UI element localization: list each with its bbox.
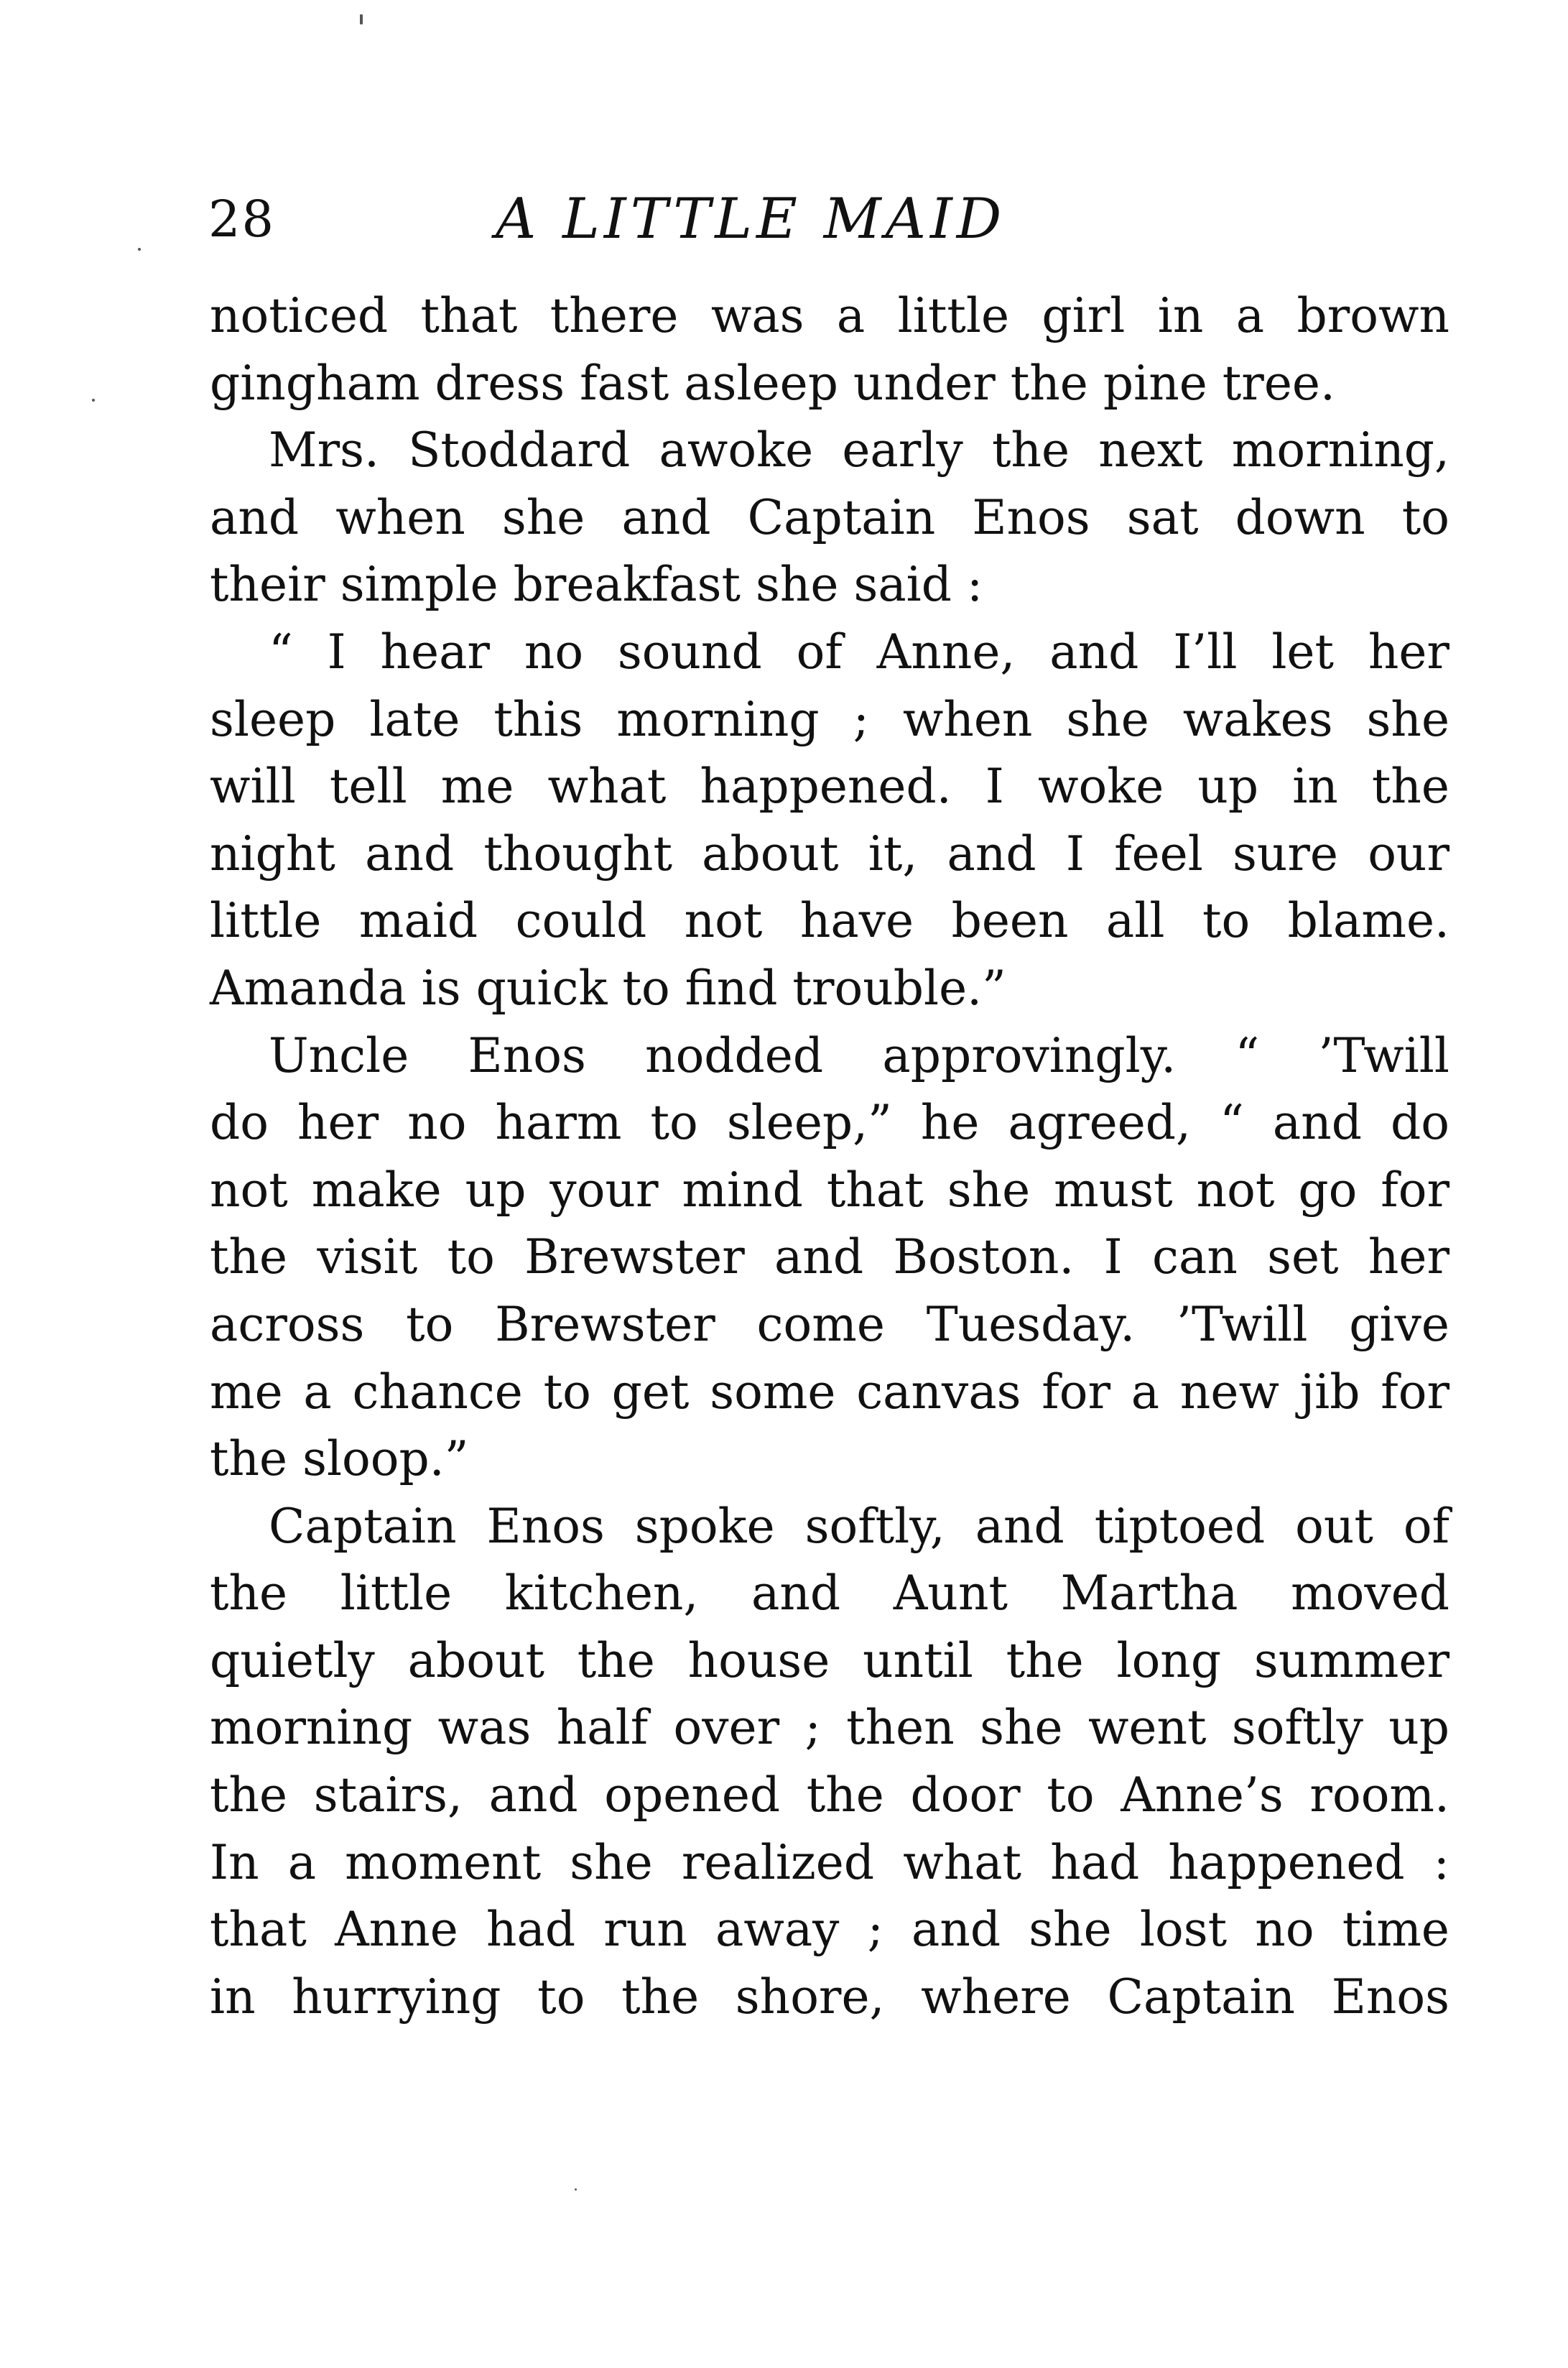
text-line: will tell me what happened. I woke up in the — [210, 759, 1449, 815]
text-line: quietly about the house until the long summer — [210, 1632, 1449, 1688]
text-line: Captain Enos spoke softly, and tiptoed out of — [269, 1498, 1449, 1554]
text-line: in hurrying to the shore, where Captain Enos — [210, 1969, 1449, 2025]
text-line: their simple breakfast she said : — [210, 557, 983, 613]
text-line: night and thought about it, and I feel sure our — [210, 825, 1449, 882]
text-line: not make up your mind that she must not go for — [210, 1162, 1449, 1218]
text-line: do her no harm to sleep,” he agreed, “ and do — [210, 1095, 1449, 1151]
running-header — [208, 180, 1444, 259]
text-line: sleep late this morning ; when she wakes she — [210, 691, 1449, 747]
body-text — [210, 282, 1449, 2030]
text-line: morning was half over ; then she went softly up — [210, 1700, 1449, 1756]
text-line: me a chance to get some canvas for a new jib for — [210, 1364, 1449, 1420]
text-line: Uncle Enos nodded approvingly. “ ’Twill — [269, 1027, 1449, 1083]
print-speck — [575, 2188, 577, 2191]
text-line: noticed that there was a little girl in a brown — [210, 288, 1449, 343]
text-line: the visit to Brewster and Boston. I can set her — [210, 1229, 1449, 1285]
text-line: that Anne had run away ; and she lost no time — [210, 1902, 1449, 1958]
print-speck — [138, 248, 141, 251]
print-speck — [92, 399, 95, 402]
text-line: Mrs. Stoddard awoke early the next morning, — [269, 422, 1449, 478]
text-line: little maid could not have been all to blame. — [210, 893, 1449, 949]
text-line: gingham dress fast asleep under the pine tree. — [210, 355, 1335, 411]
print-speck — [360, 14, 363, 24]
text-line: across to Brewster come Tuesday. ’Twill give — [210, 1296, 1449, 1352]
running-title: A LITTLE MAID — [496, 187, 1006, 251]
text-line: the little kitchen, and Aunt Martha moved — [210, 1565, 1449, 1622]
text-line: In a moment she realized what had happened : — [210, 1834, 1449, 1890]
text-line: the sloop.” — [210, 1431, 469, 1487]
text-line: “ I hear no sound of Anne, and I’ll let her — [269, 624, 1449, 680]
text-line: the stairs, and opened the door to Anne’s room. — [210, 1767, 1449, 1823]
text-line: and when she and Captain Enos sat down to — [210, 489, 1449, 545]
page-number: 28 — [208, 190, 276, 249]
text-line: Amanda is quick to find trouble.” — [210, 960, 1006, 1016]
